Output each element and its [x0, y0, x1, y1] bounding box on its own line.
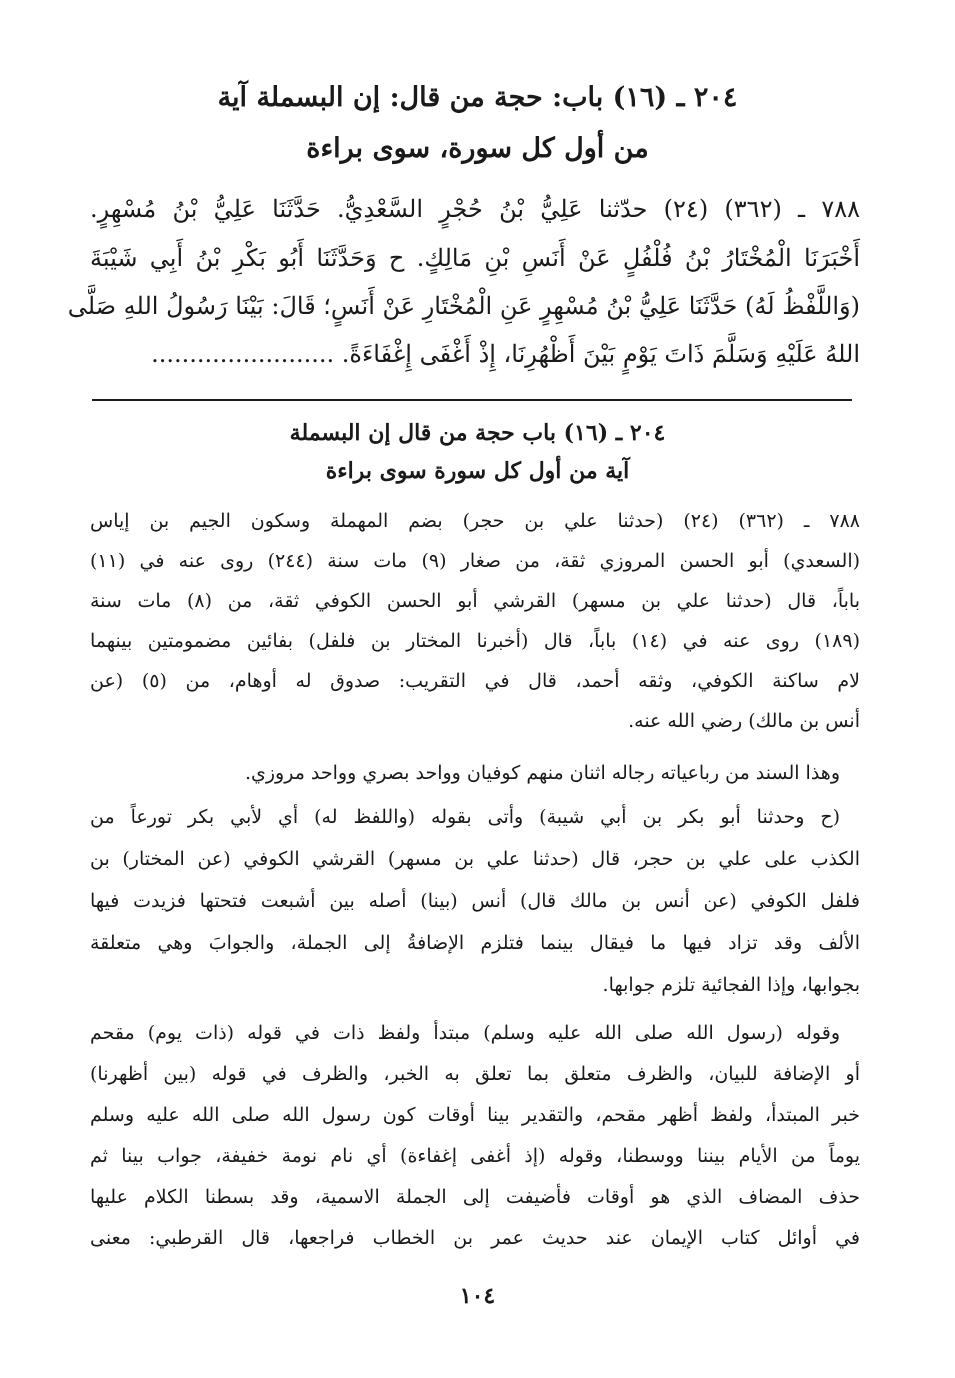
hadith-line: اللهُ عَلَيْهِ وَسَلَّمَ ذَاتَ يَوْمٍ بَيْنَ أَظْهُرِنَا، إِذْ أَغْفَى إِغْفَاءَةً. ........................	[151, 340, 860, 368]
page-number: ١٠٤	[459, 1283, 496, 1309]
commentary-title-line-2: آية من أول كل سورة سوى براءة	[325, 458, 630, 484]
commentary-line: في أوائل كتاب الإيمان عند حديث عمر بن الخطاب فراجعها، قال القرطبي: معنى	[90, 1227, 860, 1249]
commentary-line: أو الإضافة للبيان، والظرف متعلق بما تعلق به الخبر، والظرف في قوله (بين أظهرنا)	[90, 1063, 860, 1085]
commentary-line: وقوله (رسول الله صلى الله عليه وسلم) مبتدأ ولفظ ذات في قوله (ذات يوم) مقحم	[90, 1022, 840, 1044]
commentary-line: لام ساكنة الكوفي، وثقه أحمد، قال في التقريب: صدوق له أوهام، من (٥) (عن	[90, 670, 860, 692]
hadith-line: أَخْبَرَنَا الْمُخْتَارُ بْنُ فُلْفُلٍ عَنْ أَنَسِ بْنِ مَالِكٍ. ح وَحَدَّثَنَا أَبُو بَكْرِ بْنُ أَبِي شَيْبَةَ	[90, 244, 860, 272]
commentary-line: الكذب على علي بن حجر، قال (حدثنا علي بن مسهر) القرشي الكوفي (عن المختار) بن	[90, 848, 860, 870]
hadith-line: ٧٨٨ ـ (٣٦٢) (٢٤) حدّثنا عَلِيُّ بْنُ حُجْرٍ السَّعْدِيُّ. حَدَّثَنَا عَلِيُّ بْنُ مُسْهِرٍ.	[90, 195, 860, 223]
commentary-line: وهذا السند من رباعياته رجاله اثنان منهم كوفيان وواحد بصري وواحد مروزي.	[244, 762, 840, 784]
commentary-line: أنس بن مالك) رضي الله عنه.	[628, 710, 860, 732]
hadith-line: (وَاللَّفْظُ لَهُ) حَدَّثَنَا عَلِيُّ بْنُ مُسْهِرٍ عَنِ الْمُخْتَارِ عَنْ أَنَسٍ؛ قَالَ: بَيْنَا رَسُولُ اللهِ صَلَّى	[67, 292, 860, 320]
commentary-line: يوماً من الأيام بيننا ووسطنا، وقوله (إذ أغفى إغفاءة) أي نام نومة خفيفة، جواب بينا ثم	[90, 1145, 860, 1167]
commentary-line: ٧٨٨ ـ (٣٦٢) (٢٤) (حدثنا علي بن حجر) بضم المهملة وسكون الجيم بن إياس	[90, 510, 860, 532]
commentary-line: (السعدي) أبو الحسن المروزي ثقة، من صغار (٩) مات سنة (٢٤٤) روى عنه في (١١)	[90, 550, 861, 572]
commentary-title-line-1: ٢٠٤ ـ (١٦) باب حجة من قال إن البسملة	[289, 420, 666, 446]
commentary-line: الألف وقد تزاد فيها ما فيقال بينما فتلزم الإضافةُ إلى الجملة، والجوابَ وهي متعلقة	[90, 932, 860, 954]
commentary-line: باباً، قال (حدثنا علي بن مسهر) القرشي أبو الحسن الكوفي ثقة، من (٨) مات سنة	[90, 590, 860, 612]
commentary-line: حذف المضاف الذي هو أوقات فأضيفت إلى الجملة الاسمية، وقد بسطنا الكلام عليها	[90, 1186, 860, 1208]
commentary-line: (ح وحدثنا أبو بكر بن أبي شيبة) وأتى بقوله (واللفظ له) أي لأبي بكر تورعاً من	[90, 806, 840, 828]
commentary-line: فلفل الكوفي (عن أنس بن مالك قال) أنس (بينا) أصله بين أشبعت فتحتها فزيدت فيها	[90, 890, 860, 912]
section-divider	[92, 399, 852, 401]
chapter-title-line-2: من أول كل سورة، سوى براءة	[306, 133, 649, 164]
chapter-title-line-1: ٢٠٤ ـ (١٦) باب: حجة من قال: إن البسملة آية	[217, 82, 738, 113]
commentary-line: (١٨٩) روى عنه في (١٤) باباً، قال (أخبرنا المختار بن فلفل) بفائين مضمومتين بينهما	[90, 630, 860, 652]
commentary-line: بجوابها، وإذا الفجائية تلزم جوابها.	[602, 974, 860, 996]
commentary-line: خبر المبتدأ، ولفظ أظهر مقحم، والتقدير بينا أوقات كون رسول الله صلى الله عليه وسلم	[90, 1104, 860, 1126]
